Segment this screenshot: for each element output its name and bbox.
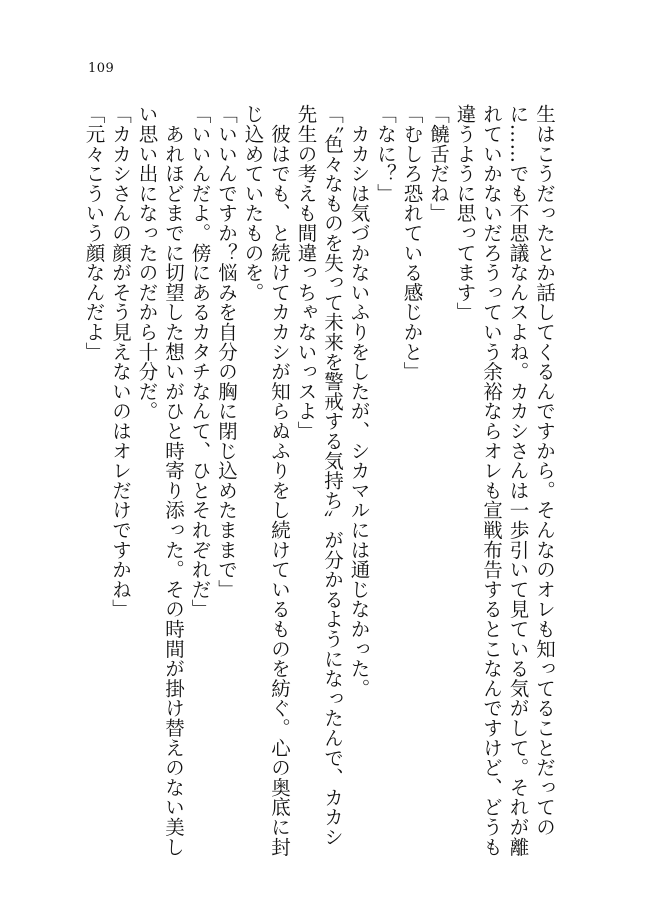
text-line: 「〝色々なものを失って未来を警戒する気持ち〟が分かるようになったんで、カカシ — [321, 104, 344, 847]
text-line: 先生の考えも間違っちゃないっスよ」 — [294, 104, 318, 441]
text-line: い思い出になったのだから十分だ。 — [135, 104, 159, 421]
text-line: に……でも不思議なんスよね。カカシさんは一歩引いて見ている気がして。それが離 — [506, 104, 530, 857]
text-line: 「むしろ恐れている感じかと」 — [400, 104, 424, 382]
text-line: 生はこうだったとか話してくるんですから。そんなのオレも知ってることだっての — [533, 104, 556, 837]
text-line: れていかないだろうっていう余裕ならオレも宣戦布告するとこなんですけど、どうも — [480, 104, 503, 857]
text-line: あれほどまでに切望した想いがひと時寄り添った。その時間が掛け替えのない美し — [162, 104, 185, 857]
text-line: 違うように思ってます」 — [453, 104, 477, 322]
text-line: カカシは気づかないふりをしたが、シカマルには通じなかった。 — [347, 104, 371, 698]
text-line: 「饒舌だね」 — [427, 104, 450, 223]
text-line: 「いいんだよ。傍にあるカタチなんて、ひとそれぞれだ」 — [188, 104, 212, 619]
text-line: 「なに？」 — [374, 104, 397, 203]
text-line: じ込めていたものを。 — [241, 104, 265, 302]
novel-text-block — [80, 104, 557, 857]
page-number: 109 — [88, 61, 115, 76]
text-line: 「元々こういう顔なんだよ」 — [82, 104, 106, 362]
text-line: 「カカシさんの顔がそう見えないのはオレだけですかね」 — [109, 104, 132, 619]
text-line: 彼はでも、と続けてカカシが知らぬふりをし続けているものを紡ぐ。心の奥底に封 — [268, 104, 291, 857]
text-line: 「いいんですか？悩みを自分の胸に閉じ込めたままで」 — [215, 104, 238, 599]
